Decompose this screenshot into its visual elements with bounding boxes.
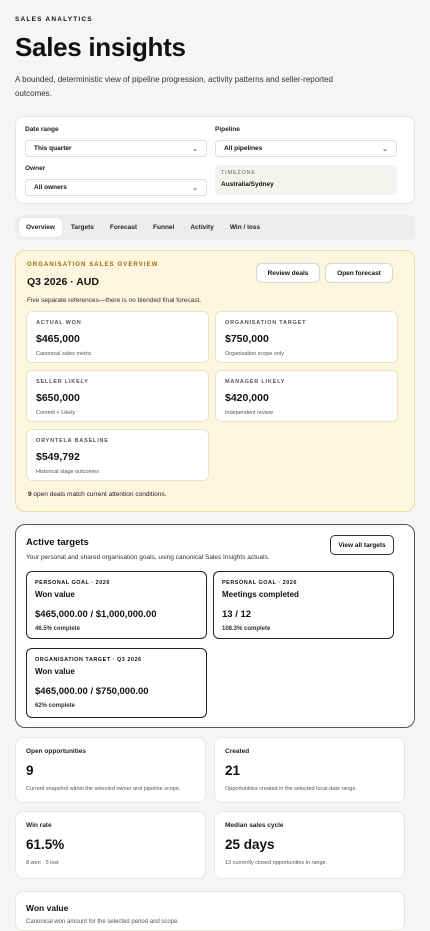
metric-oryntela-baseline xyxy=(26,429,209,481)
date-range-value: This quarter xyxy=(34,145,72,152)
metric-value: $549,792 xyxy=(36,451,80,463)
tab-overview[interactable]: Overview xyxy=(19,218,62,237)
metric-manager-likely xyxy=(215,370,398,422)
goal-card[interactable] xyxy=(213,571,394,639)
won-value-panel xyxy=(15,891,405,931)
goal-progress: 62% complete xyxy=(35,703,76,709)
goal-value: $465,000.00 / $750,000.00 xyxy=(35,686,149,697)
filters-panel xyxy=(15,116,415,204)
targets-subtitle: Your personal and shared organisation goals, using canonical Sales Insights actuals. xyxy=(26,554,270,561)
metric-label: ACTUAL WON xyxy=(36,320,82,326)
pipeline-value: All pipelines xyxy=(224,145,263,152)
pipeline-select[interactable] xyxy=(215,140,397,157)
metric-value: $465,000 xyxy=(36,333,80,345)
metric-label: ORYNTELA BASELINE xyxy=(36,438,109,444)
metric-value: $750,000 xyxy=(225,333,269,345)
goal-eyebrow: PERSONAL GOAL · 2026 xyxy=(222,580,297,586)
tab-forecast[interactable]: Forecast xyxy=(109,224,138,231)
metric-note: Organisation scope only xyxy=(225,351,285,357)
metric-label: ORGANISATION TARGET xyxy=(225,320,307,326)
stat-value: 9 xyxy=(26,763,34,778)
metric-label: SELLER LIKELY xyxy=(36,379,89,385)
stat-note: 13 currently closed opportunities in range. xyxy=(225,860,328,866)
timezone-value: Australia/Sydney xyxy=(221,181,274,188)
metric-value: $650,000 xyxy=(36,392,80,404)
chevron-down-icon: ⌄ xyxy=(192,145,198,153)
stat-value: 21 xyxy=(225,763,241,778)
timezone-label: TIMEZONE xyxy=(221,170,256,176)
goal-name: Meetings completed xyxy=(222,590,299,599)
active-targets-panel xyxy=(15,524,415,728)
page-eyebrow: SALES ANALYTICS xyxy=(15,16,93,23)
stat-open-opportunities xyxy=(15,737,206,803)
targets-title: Active targets xyxy=(26,537,89,548)
tab-win-loss[interactable]: Win / loss xyxy=(229,224,261,231)
attention-summary xyxy=(28,491,166,498)
stat-label: Win rate xyxy=(26,822,52,829)
open-forecast-button[interactable]: Open forecast xyxy=(325,263,393,283)
tab-funnel[interactable]: Funnel xyxy=(153,224,175,231)
owner-select[interactable] xyxy=(25,179,207,196)
metric-seller-likely xyxy=(26,370,209,422)
won-value-subtitle: Canonical won amount for the selected period and scope. xyxy=(26,919,180,925)
stat-label: Open opportunities xyxy=(26,748,86,755)
metric-value: $420,000 xyxy=(225,392,269,404)
goal-card[interactable] xyxy=(26,571,207,639)
metric-note: Independent review xyxy=(225,410,274,416)
owner-label: Owner xyxy=(25,165,46,172)
goal-value: $465,000.00 / $1,000,000.00 xyxy=(35,609,157,620)
goal-eyebrow: PERSONAL GOAL · 2026 xyxy=(35,580,110,586)
owner-filter xyxy=(25,165,207,196)
tab-bar xyxy=(15,215,415,240)
date-range-filter xyxy=(25,126,207,157)
owner-value: All owners xyxy=(34,184,67,191)
date-range-select[interactable] xyxy=(25,140,207,157)
metric-actual-won xyxy=(26,311,209,363)
attention-count: 9 xyxy=(28,491,32,498)
stat-created xyxy=(214,737,405,803)
goal-progress: 46.5% complete xyxy=(35,626,81,632)
pipeline-filter xyxy=(215,126,397,157)
pipeline-label: Pipeline xyxy=(215,126,240,133)
tab-targets[interactable]: Targets xyxy=(70,224,94,231)
stat-value: 61.5% xyxy=(26,837,65,852)
date-range-label: Date range xyxy=(25,126,59,133)
overview-note: Five separate references—there is no blended final forecast. xyxy=(27,297,202,304)
stat-label: Median sales cycle xyxy=(225,822,284,829)
metric-label: MANAGER LIKELY xyxy=(225,379,286,385)
stat-label: Created xyxy=(225,748,250,755)
review-deals-button[interactable]: Review deals xyxy=(256,263,320,283)
goal-name: Won value xyxy=(35,590,75,599)
goal-value: 13 / 12 xyxy=(222,609,252,620)
goal-progress: 108.3% complete xyxy=(222,626,271,632)
stat-median-sales-cycle xyxy=(214,811,405,879)
stat-note: Current snapshot within the selected owner and pipeline scope. xyxy=(26,786,181,792)
metric-note: Commit + Likely xyxy=(36,410,76,416)
stat-note: Opportunities created in the selected local-date range. xyxy=(225,786,358,792)
metric-note: Canonical sales metric xyxy=(36,351,92,357)
won-value-title: Won value xyxy=(26,903,69,913)
tab-activity[interactable]: Activity xyxy=(190,224,214,231)
overview-eyebrow: ORGANISATION SALES OVERVIEW xyxy=(27,262,159,268)
goal-card[interactable] xyxy=(26,648,207,718)
goal-eyebrow: ORGANISATION TARGET · Q3 2026 xyxy=(35,657,142,663)
organisation-overview-panel xyxy=(15,250,415,512)
metric-note: Historical stage outcomes xyxy=(36,469,99,475)
metric-organisation-target xyxy=(215,311,398,363)
overview-period: Q3 2026 · AUD xyxy=(27,276,99,288)
page-subtitle: A bounded, deterministic view of pipeline progression, activity patterns and seller-reported outcomes. xyxy=(15,75,333,98)
timezone-display xyxy=(215,165,397,195)
stat-value: 25 days xyxy=(225,837,275,852)
chevron-down-icon: ⌄ xyxy=(382,145,388,153)
goal-name: Won value xyxy=(35,667,75,676)
chevron-down-icon: ⌄ xyxy=(192,184,198,192)
stat-win-rate xyxy=(15,811,206,879)
page-title: Sales insights xyxy=(15,32,186,62)
attention-text: open deals match current attention conditions. xyxy=(31,491,167,498)
view-all-targets-button[interactable]: View all targets xyxy=(330,535,394,555)
stat-note: 8 won · 5 lost xyxy=(26,860,59,866)
